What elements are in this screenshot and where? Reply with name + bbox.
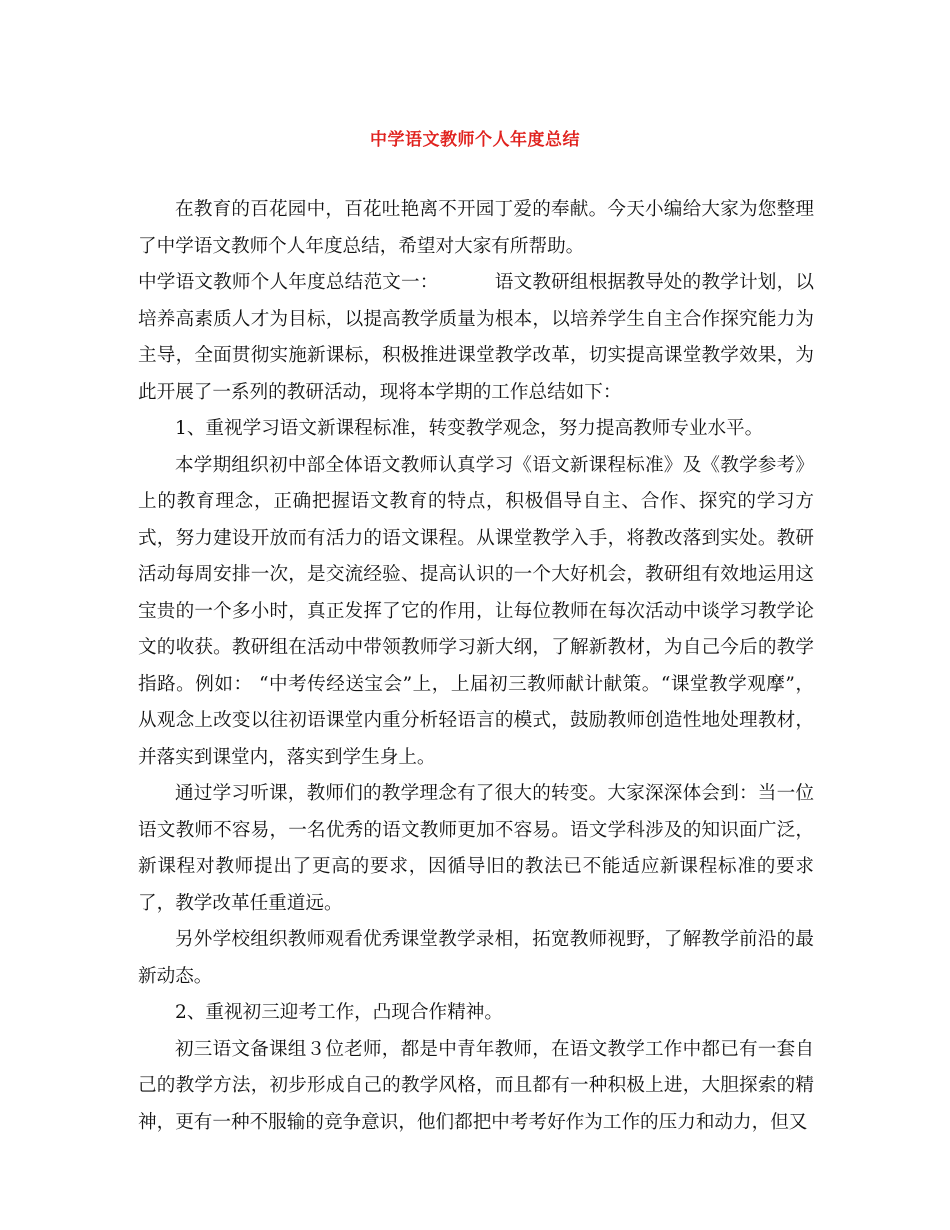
document-body [138, 192, 814, 1141]
paragraph-intro: 在教育的百花园中，百花吐艳离不开园丁爱的奉献。今天小编给大家为您整理了中学语文教师个人年度总结，希望对大家有所帮助。 [138, 199, 814, 257]
paragraph-study: 本学期组织初中部全体语文教师认真学习《语文新课程标准》及《教学参考》上的教育理念，正确把握语文教育的特点，积极倡导自主、合作、探究的学习方式，努力建设开放而有活力的语文课程。从课堂教学入手，将教改落到实处。教研活动每周安排一次，是交流经验、提高认识的一个大好机会，教研组有效地运用这宝贵的一个多小时，真正发挥了它的作用，让每位教师在每次活动中谈学习教学论文的收获。教研组在活动中带领教师学习新大纲，了解新教材，为自己今后的教学指路。例如： “中考传经送宝会”上，上届初三教师献计献策。“课堂教学观摩”，从观念上改变以往初语课堂内重分析轻语言的模式，鼓励教师创造性地处理教材，并落实到课堂内，落实到学生身上。 [138, 454, 814, 768]
document-title: 中学语文教师个人年度总结 [370, 130, 580, 150]
paragraph-video: 另外学校组织教师观看优秀课堂教学录相，拓宽教师视野，了解教学前沿的最新动态。 [138, 929, 814, 987]
sample-text: 语文教研组根据教导处的教学计划，以培养高素质人才为目标，以提高教学质量为根本，以培养学生自主合作探究能力为主导，全面贯彻实施新课标，积极推进课堂教学改革，切实提高课堂教学效果，为此开展了一系列的教研活动，现将本学期的工作总结如下： [138, 272, 814, 403]
paragraph-sample-one [138, 265, 814, 411]
paragraph-grade-three: 初三语文备课组３位老师，都是中青年教师，在语文教学工作中都已有一套自己的教学方法，初步形成自己的教学风格，而且都有一种积极上进，大胆探索的精神，更有一种不服输的竞争意识，他们都把中考考好作为工作的压力和动力，但又 [138, 1038, 814, 1133]
paragraph-listening: 通过学习听课，教师们的教学理念有了很大的转变。大家深深体会到：当一位语文教师不容易，一名优秀的语文教师更加不容易。语文学科涉及的知识面广泛，新课程对教师提出了更高的要求，因循导旧的教法已不能适应新课程标准的要求了，教学改革任重道远。 [138, 783, 814, 914]
sample-heading: 中学语文教师个人年度总结范文一： [138, 272, 439, 293]
section-heading-2: 2、重视初三迎考工作，凸现合作精神。 [175, 1002, 503, 1023]
section-heading-1: 1、重视学习语文新课程标准，转变教学观念，努力提高教师专业水平。 [175, 418, 764, 439]
